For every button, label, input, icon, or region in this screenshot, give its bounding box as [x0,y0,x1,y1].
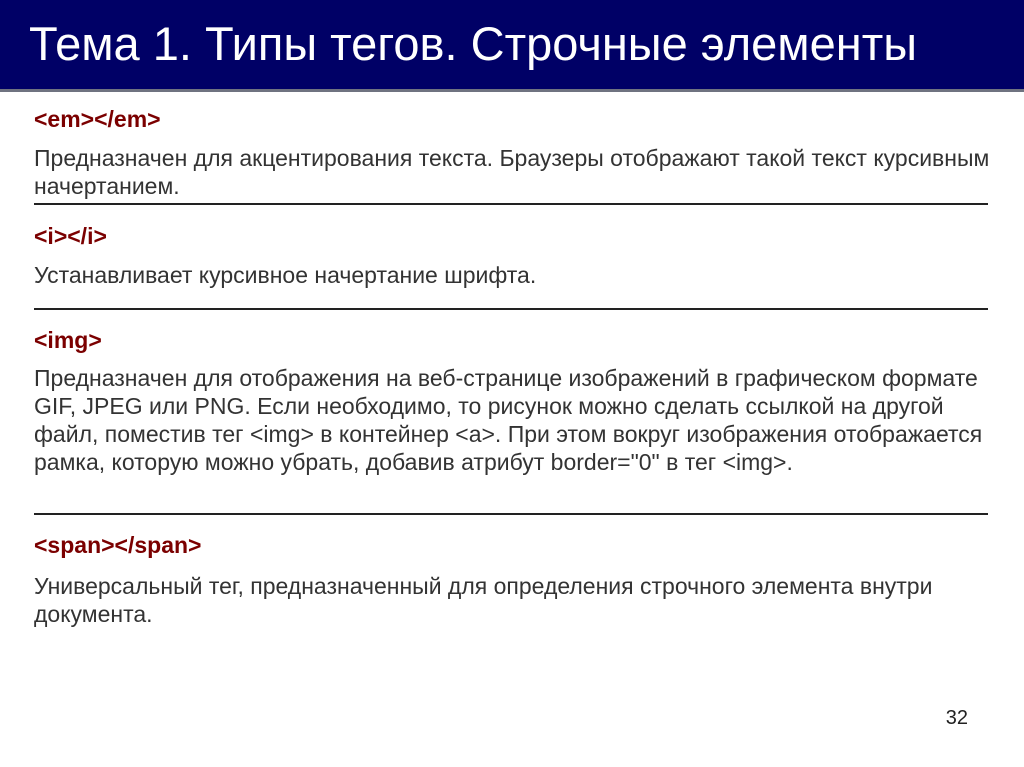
section-divider [34,203,988,205]
section-span [34,530,992,628]
description-span: Универсальный тег, предназначенный для определения строчного элемента внутри документа. [34,573,933,627]
tag-em: <em></em> [34,106,161,132]
page-number: 32 [945,707,968,729]
tag-img: <img> [34,327,102,353]
section-i [34,221,992,289]
slide-title: Тема 1. Типы тегов. Строчные элементы [29,17,917,70]
description-img: Предназначен для отображения на веб-странице изображений в графическом формате GIF, JPEG или PNG. Если необходимо, то рисунок можно сделать ссылкой на другой файл, поместив тег <img> в контейнер <a>. При этом вокруг изображения отображается рамка, которую можно убрать, добавив атрибут border="0" в тег <img>. [34,365,983,475]
description-em: Предназначен для акцентирования текста. Браузеры отображают такой текст курсивным начертанием. [34,145,990,199]
description-i: Устанавливает курсивное начертание шрифта. [34,262,537,288]
section-img [34,325,992,504]
section-divider [34,513,988,515]
tag-span: <span></span> [34,532,202,558]
section-divider [34,308,988,310]
tag-i: <i></i> [34,223,107,249]
title-bar [0,0,1024,92]
section-em [34,104,992,199]
slide-content [34,104,992,628]
